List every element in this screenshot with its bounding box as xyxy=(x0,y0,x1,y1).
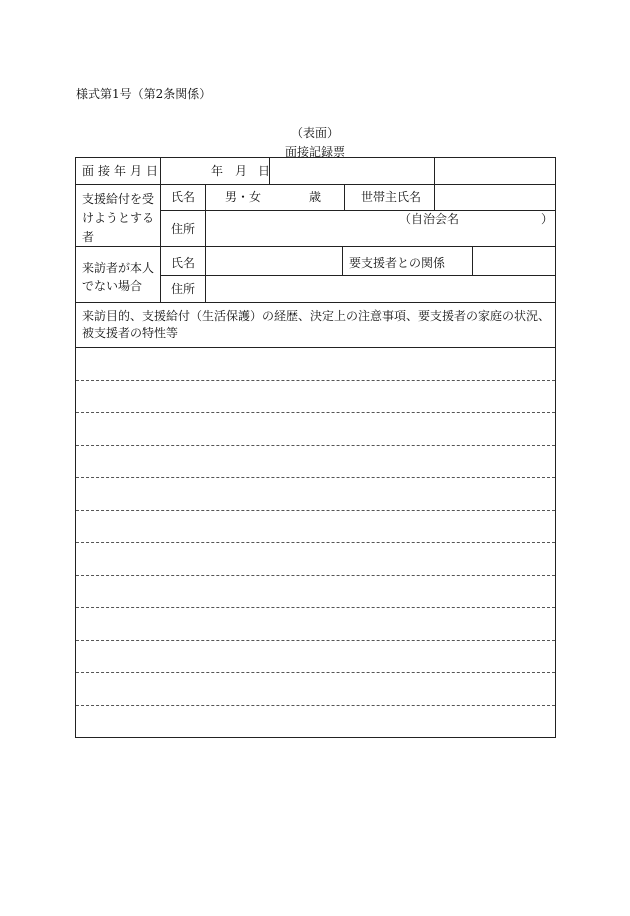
household-head-field[interactable] xyxy=(438,186,552,208)
ruled-line xyxy=(76,672,555,673)
relation-field[interactable] xyxy=(476,250,551,272)
gender-selector[interactable]: 男・女 xyxy=(225,190,262,204)
row-divider xyxy=(76,184,555,185)
column-divider xyxy=(205,184,206,302)
year-label: 年 xyxy=(211,164,224,178)
ruled-line xyxy=(76,380,555,381)
visitor-address-field[interactable] xyxy=(211,278,551,300)
ruled-line xyxy=(76,412,555,413)
form-number: 様式第1号（第2条関係） xyxy=(76,87,212,101)
visitor-name-field[interactable] xyxy=(211,250,338,272)
applicant-address-label: 住所 xyxy=(171,222,196,236)
ruled-line xyxy=(76,705,555,706)
row-divider xyxy=(76,302,555,303)
row-divider xyxy=(160,275,555,276)
interview-record-form xyxy=(75,157,556,738)
column-divider xyxy=(342,246,343,275)
applicant-name-label: 氏名 xyxy=(171,190,196,204)
month-label: 月 xyxy=(235,164,248,178)
household-head-label: 世帯主氏名 xyxy=(361,190,422,204)
council-label: （自治会名 xyxy=(399,212,460,226)
visitor-label: 来訪者が本人でない場合 xyxy=(82,261,155,293)
visitor-name-label: 氏名 xyxy=(171,256,196,270)
day-label: 日 xyxy=(258,164,271,178)
ruled-line xyxy=(76,477,555,478)
form-title: 面接記録票 xyxy=(284,145,345,159)
interview-date-extra-field-2[interactable] xyxy=(439,159,551,183)
column-divider xyxy=(434,158,435,210)
applicant-label: 支援給付を受けようとする者 xyxy=(82,192,155,244)
ruled-line xyxy=(76,640,555,641)
applicant-address-field[interactable] xyxy=(211,226,551,244)
age-label: 歳 xyxy=(309,190,322,204)
ruled-line xyxy=(76,607,555,608)
column-divider xyxy=(344,184,345,210)
relation-label: 要支援者との関係 xyxy=(349,256,446,270)
ruled-line xyxy=(76,510,555,511)
council-close: ） xyxy=(541,212,554,226)
interview-date-extra-field[interactable] xyxy=(274,159,430,183)
ruled-line xyxy=(76,445,555,446)
notes-label: 来訪目的、支援給付（生活保護）の経歴、決定上の注意事項、要支援者の家庭の状況、被支援者の特性等 xyxy=(82,309,551,340)
column-divider xyxy=(472,246,473,275)
interview-date-label: 面接年月日 xyxy=(82,164,163,178)
visitor-address-label: 住所 xyxy=(171,282,196,296)
side-label: （表面） xyxy=(290,126,339,140)
ruled-line xyxy=(76,542,555,543)
row-divider xyxy=(160,210,555,211)
ruled-line xyxy=(76,575,555,576)
